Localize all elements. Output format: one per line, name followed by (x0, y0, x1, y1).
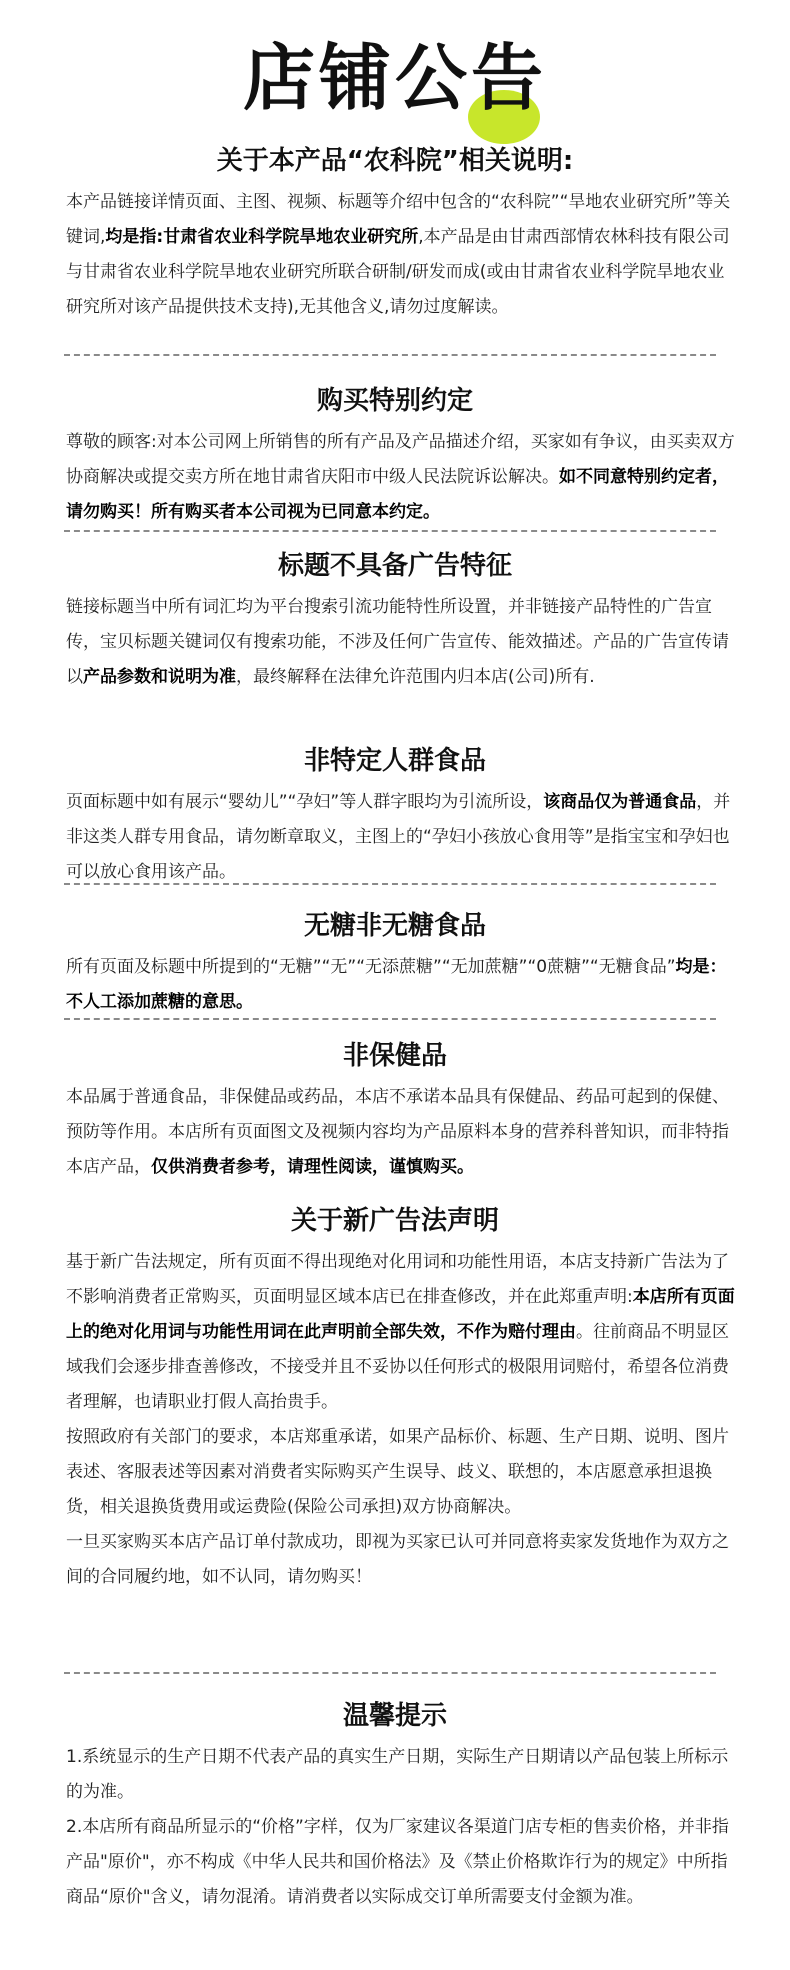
section-paragraph (66, 950, 736, 1020)
section-heading: 温馨提示 (342, 1701, 447, 1731)
section-paragraph (66, 185, 736, 325)
dashed-divider (64, 530, 716, 532)
section-warm-tips (0, 1695, 790, 1915)
section-paragraph (66, 1245, 736, 1420)
text-run: 所有页面及标题中所提到的“无糖”“无”“无添蔗糖”“无加蔗糖”“0蔗糖”“无糖食品” (66, 957, 676, 977)
section-nongkeyuan (0, 140, 790, 325)
section-heading: 无糖非无糖食品 (303, 911, 486, 941)
section-sugar-free (0, 905, 790, 1020)
text-run-bold: 产品参数和说明为准 (83, 667, 236, 687)
text-run: 。往前商品不明显区域我们会逐步排查善修改，不接受并且不妥协以任何形式的极限用词赔付，希望各位消费者理解，也请职业打假人高抬贵手。 (66, 1322, 729, 1412)
section-paragraph (66, 1740, 736, 1810)
text-run: 按照政府有关部门的要求，本店郑重承诺，如果产品标价、标题、生产日期、说明、图片表述、客服表述等因素对消费者实际购买产生误导、歧义、联想的，本店愿意承担退换货，相关退换货费用或运费险(保险公司承担)双方协商解决。 (66, 1427, 729, 1517)
text-run-bold: 如不同意特别约定者，请勿购买！所有购买者本公司视为已同意本约定。 (66, 467, 729, 522)
page-title: 店铺公告 (242, 36, 547, 120)
text-run: 1.系统显示的生产日期不代表产品的真实生产日期，实际生产日期请以产品包装上所标示的为准。 (66, 1747, 729, 1802)
title-area (0, 36, 790, 120)
dashed-divider (64, 1672, 716, 1674)
section-title-not-ad (0, 545, 790, 695)
text-run-bold: 仅供消费者参考，请理性阅读，谨慎购买。 (151, 1157, 474, 1177)
text-run: 链接标题当中所有词汇均为平台搜索引流功能特性所设置，并非链接产品特性的广告宣传，宝贝标题关键词仅有搜索功能，不涉及任何广告宣传、能效描述。产品的广告宣传请以 (66, 597, 729, 687)
text-run: 2.本店所有商品所显示的“价格”字样，仅为厂家建议各渠道门店专柜的售卖价格，并非指产品"原价"，亦不构成《中华人民共和国价格法》及《禁止价格欺诈行为的规定》中所指商品“原价"含义，请勿混淆。请消费者以实际成交订单所需要支付金额为准。 (66, 1817, 729, 1907)
section-paragraph (66, 1420, 736, 1525)
dashed-divider (64, 1018, 716, 1020)
text-run: ,本产品是由甘肃西部情农林科技有限公司与甘肃省农业科学院旱地农业研究所联合研制/研发而成(或由甘肃省农业科学院旱地农业研究所对该产品提供技术支持),无其他含义,请勿过度解读。 (66, 227, 730, 317)
text-run: ，并非这类人群专用食品，请勿断章取义，主图上的“孕妇小孩放心食用等”是指宝宝和孕妇也可以放心食用该产品。 (66, 792, 731, 882)
section-paragraph (66, 425, 736, 530)
text-run: ，最终解释在法律允许范围内归本店(公司)所有. (236, 667, 595, 687)
section-heading: 关于新广告法声明 (290, 1206, 499, 1236)
section-heading: 标题不具备广告特征 (277, 551, 512, 581)
text-run-bold: 均是指:甘肃省农业科学院旱地农业研究所 (105, 227, 419, 247)
section-paragraph (66, 785, 736, 890)
section-heading: 关于本产品“农科院”相关说明: (216, 146, 574, 176)
text-run-bold: 该商品仅为普通食品 (543, 792, 697, 812)
text-run-bold: 均是：不人工添加蔗糖的意思。 (66, 957, 727, 1012)
section-paragraph (66, 1525, 736, 1595)
dashed-divider (64, 354, 716, 356)
section-ad-law-statement (0, 1200, 790, 1595)
text-run: 尊敬的顾客:对本公司网上所销售的所有产品及产品描述介绍，买家如有争议，由买卖双方协商解决或提交卖方所在地甘肃省庆阳市中级人民法院诉讼解决。 (66, 432, 735, 487)
dashed-divider (64, 883, 716, 885)
text-run: 页面标题中如有展示“婴幼儿”“孕妇”等人群字眼均为引流所设， (66, 792, 544, 812)
text-run-bold: 本店所有页面上的绝对化用词与功能性用词在此声明前全部失效，不作为赔付理由 (66, 1287, 735, 1342)
section-non-specific-food (0, 740, 790, 890)
section-heading: 非特定人群食品 (303, 746, 486, 776)
section-paragraph (66, 590, 736, 695)
text-run: 一旦买家购买本店产品订单付款成功，即视为买家已认可并同意将卖家发货地作为双方之间的合同履约地，如不认同，请勿购买！ (66, 1532, 729, 1587)
section-heading: 非保健品 (342, 1041, 447, 1071)
section-purchase-agreement (0, 380, 790, 530)
text-run: 基于新广告法规定，所有页面不得出现绝对化用词和功能性用语，本店支持新广告法为了不影响消费者正常购买，页面明显区域本店已在排查修改，并在此郑重声明: (66, 1252, 729, 1307)
text-run: 本产品链接详情页面、主图、视频、标题等介绍中包含的“农科院”“旱地农业研究所”等关键词, (66, 192, 731, 247)
section-heading: 购买特别约定 (316, 386, 473, 416)
text-run: 本品属于普通食品，非保健品或药品，本店不承诺本品具有保健品、药品可起到的保健、预防等作用。本店所有页面图文及视频内容均为产品原料本身的营养科普知识，而非特指本店产品， (66, 1087, 729, 1177)
section-paragraph (66, 1810, 736, 1915)
section-paragraph (66, 1080, 736, 1185)
section-not-health-product (0, 1035, 790, 1185)
